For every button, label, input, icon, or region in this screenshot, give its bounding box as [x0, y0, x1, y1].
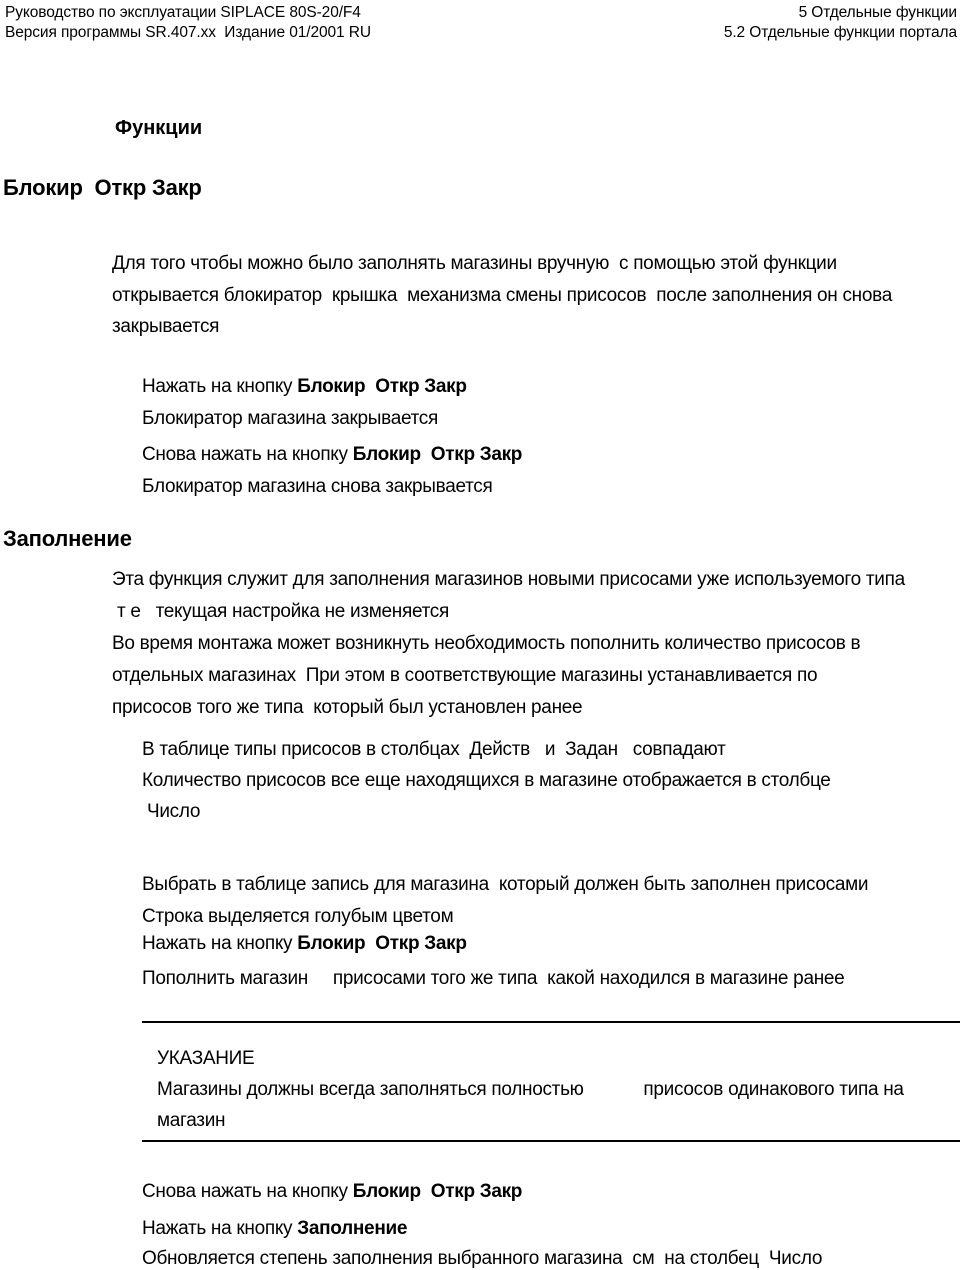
- button-name-label: Блокир Откр Закр: [352, 444, 523, 465]
- notice-title: УКАЗАНИЕ: [157, 1048, 255, 1069]
- page-header-left: [5, 3, 371, 43]
- step-action-text: Нажать на кнопку: [142, 933, 298, 954]
- paragraph-line: открывается блокиратор крышка механизма смены присосов после заполнения он снова: [112, 284, 892, 306]
- fill-heading: Заполнение: [3, 526, 132, 551]
- select-magazine-step: [142, 869, 868, 933]
- lock-open-close-heading: Блокир Откр Закр: [3, 175, 202, 200]
- fill-intro-paragraph: [112, 564, 905, 724]
- paragraph-line: В таблице типы присосов в столбцах Действ и Задан совпадают: [142, 739, 726, 760]
- notice-line: Магазины должны всегда заполняться полностью присосов одинакового типа на: [157, 1079, 904, 1100]
- paragraph-line: Число: [142, 801, 201, 822]
- step-action: [142, 933, 467, 955]
- final-step-2: [142, 1218, 407, 1240]
- paragraph-line: т е текущая настройка не изменяется: [112, 601, 449, 622]
- step-action-text: Снова нажать на кнопку: [142, 1181, 353, 1202]
- step-action-text: Снова нажать на кнопку: [142, 444, 353, 465]
- chapter-reference: 5 Отдельные функции: [798, 4, 957, 21]
- step-result: Блокиратор магазина снова закрывается: [142, 476, 493, 497]
- lock-step-2: [142, 439, 522, 503]
- step-action: Выбрать в таблице запись для магазина который должен быть заполнен присосами: [142, 874, 869, 895]
- step-action: [142, 371, 467, 403]
- step-action-text: Нажать на кнопку: [142, 1218, 298, 1239]
- paragraph-line: Во время монтажа может возникнуть необходимость пополнить количество присосов в: [112, 633, 861, 654]
- step-result: Обновляется степень заполнения выбранного магазина см на столбец Число: [142, 1248, 823, 1269]
- paragraph-line: Для того чтобы можно было заполнять магазины вручную с помощью этой функции: [112, 253, 837, 274]
- button-name-label: Блокир Откр Закр: [297, 933, 467, 954]
- paragraph-line: отдельных магазинах При этом в соответствующие магазины устанавливается по: [112, 665, 818, 686]
- manual-version: Версия программы SR.407.xx Издание 01/2001 RU: [5, 24, 371, 41]
- notice-line: магазин: [157, 1110, 226, 1131]
- step-result: Строка выделяется голубым цветом: [142, 906, 454, 927]
- press-button-step: [142, 933, 467, 955]
- button-name-label: Блокир Откр Закр: [297, 376, 467, 397]
- step-action: [142, 1181, 522, 1203]
- final-step-result: [142, 1248, 822, 1270]
- step-result: Блокиратор магазина закрывается: [142, 408, 438, 429]
- button-name-label: Заполнение: [297, 1218, 408, 1239]
- step-action: Пополнить магазин присосами того же типа какой находился в магазине ранее: [142, 968, 845, 989]
- lock-intro-paragraph: [112, 248, 892, 343]
- step-action-text: Нажать на кнопку: [142, 376, 298, 397]
- page-header-right: [724, 3, 957, 43]
- section-reference: 5.2 Отдельные функции портала: [723, 24, 957, 41]
- paragraph-line: присосов того же типа который был установлен ранее: [112, 697, 583, 718]
- button-name-label: Блокир Откр Закр: [352, 1181, 523, 1202]
- notice-box: [142, 1021, 960, 1142]
- paragraph-line: закрывается: [112, 316, 220, 337]
- table-columns-note: [142, 734, 831, 827]
- functions-label: Функции: [115, 117, 203, 139]
- final-step-1: [142, 1181, 522, 1203]
- step-action: [142, 1218, 407, 1240]
- manual-title: Руководство по эксплуатации SIPLACE 80S-20/F4: [5, 4, 361, 21]
- paragraph-line: Эта функция служит для заполнения магазинов новыми присосами уже используемого типа: [112, 569, 905, 590]
- step-action: [142, 439, 522, 471]
- paragraph-line: Количество присосов все еще находящихся в магазине отображается в столбце: [142, 770, 831, 791]
- refill-step: [142, 968, 844, 990]
- lock-step-1: [142, 371, 467, 435]
